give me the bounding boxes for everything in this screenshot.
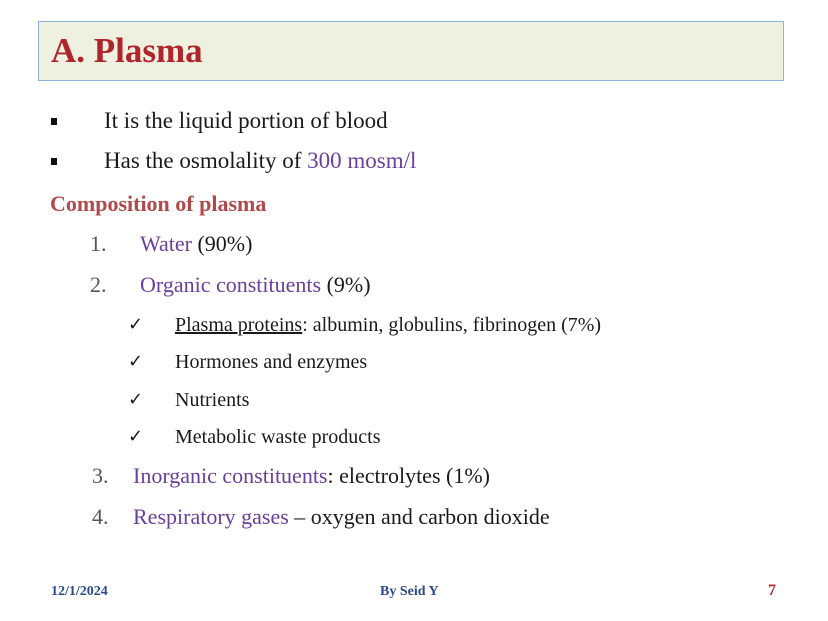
square-bullet-icon	[51, 158, 57, 165]
sub-item-label: Nutrients	[175, 389, 250, 411]
sub-item-label: Metabolic waste products	[175, 426, 381, 448]
item-number: 1.	[90, 231, 107, 256]
section-heading: Composition of plasma	[50, 191, 267, 216]
sub-item-detail: : albumin, globulins, fibrinogen (7%)	[302, 314, 602, 336]
item-detail: (9%)	[321, 272, 371, 297]
item-label: Inorganic constituents	[133, 463, 328, 488]
item-detail: : electrolytes (1%)	[327, 463, 490, 488]
slide-title: A. Plasma	[51, 31, 203, 70]
item-label: Water	[140, 231, 192, 256]
item-label: Organic constituents	[140, 272, 322, 297]
page-number: 7	[768, 582, 776, 599]
checkmark-icon: ✓	[128, 314, 144, 335]
checkmark-icon: ✓	[128, 389, 144, 410]
item-detail: – oxygen and carbon dioxide	[288, 504, 550, 529]
bullet-text: It is the liquid portion of blood	[104, 108, 388, 133]
footer-date: 12/1/2024	[51, 584, 108, 599]
square-bullet-icon	[51, 118, 57, 125]
item-number: 4.	[92, 504, 109, 529]
title-banner	[38, 21, 784, 81]
bullet-highlight: 300 mosm/l	[307, 148, 417, 173]
footer-author: By Seid Y	[380, 584, 439, 599]
item-detail: (90%)	[191, 231, 253, 256]
checkmark-icon: ✓	[128, 426, 144, 447]
item-number: 3.	[92, 463, 109, 488]
item-number: 2.	[90, 272, 107, 297]
sub-item-label: Hormones and enzymes	[175, 351, 368, 373]
sub-item-label: Plasma proteins	[175, 314, 303, 336]
bullet-text: Has the osmolality of	[104, 148, 308, 173]
item-label: Respiratory gases	[133, 504, 289, 529]
checkmark-icon: ✓	[128, 351, 144, 372]
